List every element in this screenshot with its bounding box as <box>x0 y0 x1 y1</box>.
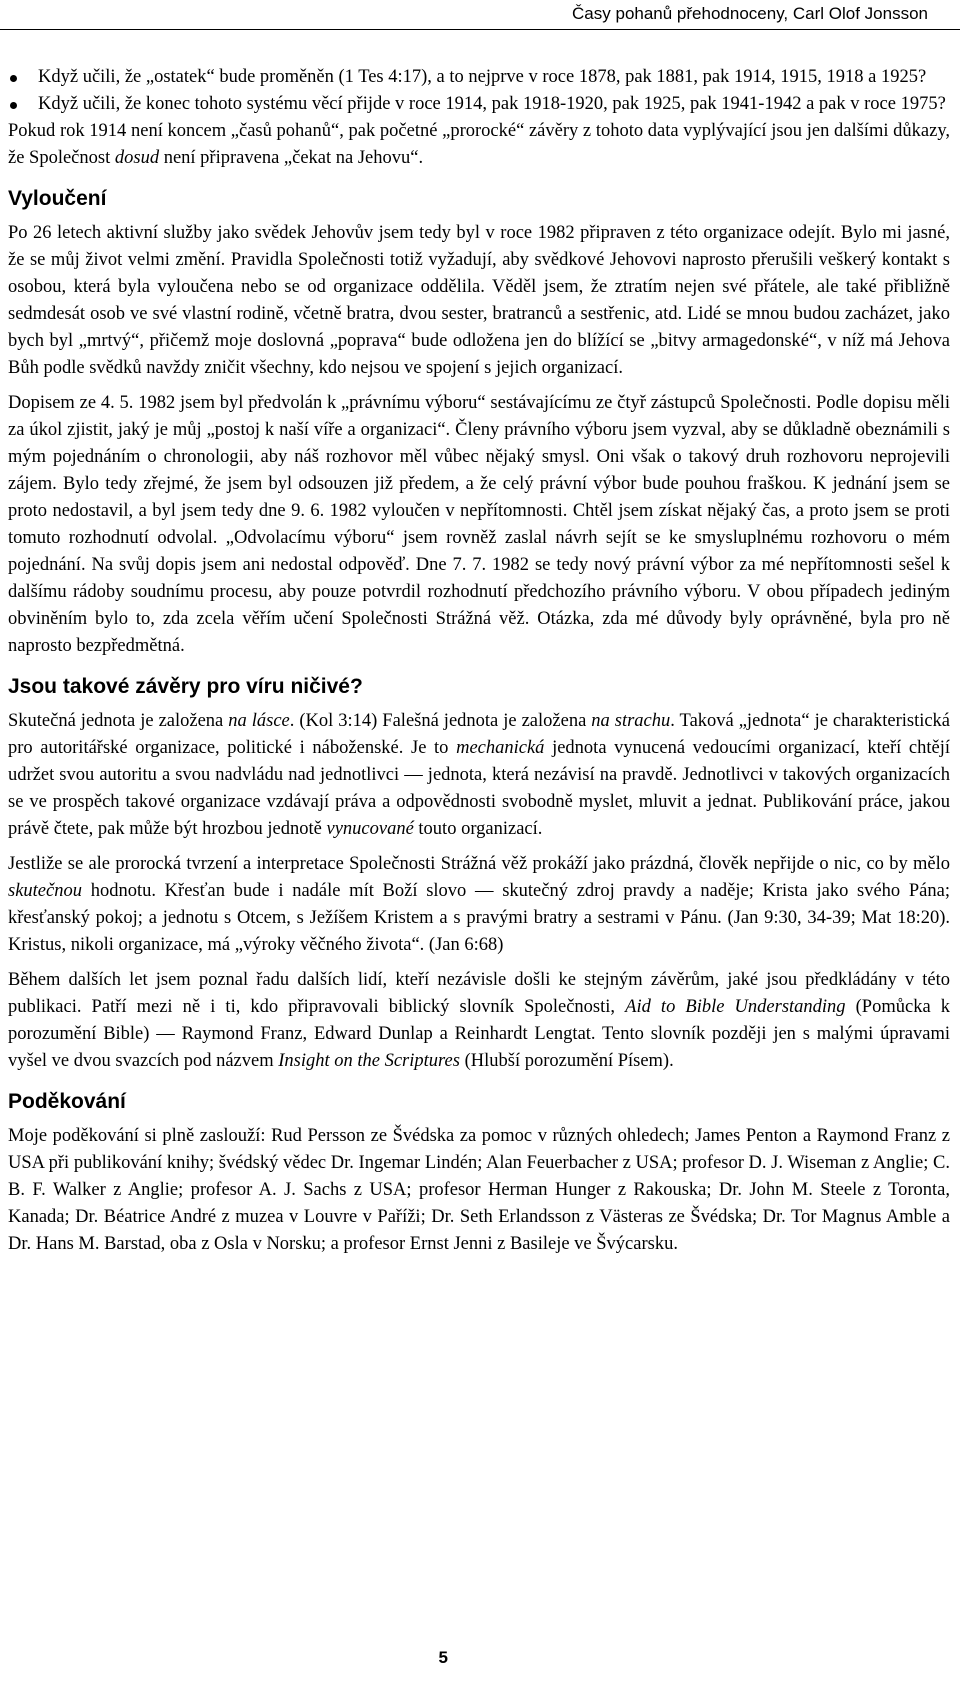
paragraph: Jestliže se ale prorocká tvrzení a interpretace Společnosti Strážná věž prokáží jako prázdná, člověk nepřijde o nic, co by mělo skutečnou hodnotu. Křesťan bude i nadále mít Boží slovo — skutečný zdroj pravdy a naděje; Krista jako svého Pána; křesťanský pokoj; a jednotu s Otcem, s Ježíšem Kristem a s pravými bratry a sestrami v Pánu. (Jan 9:30, 34-39; Mat 18:20). Kristus, nikoli organizace, má „výroky věčného života“. (Jan 6:68) <box>8 854 950 955</box>
header-rule <box>0 29 960 30</box>
paragraph: Během dalších let jsem poznal řadu dalších lidí, kteří nezávisle došli ke stejným závěrům, jaké jsou předkládány v této publikaci. Patří mezi ně i ti, kdo připravovali biblický slovník Společnosti, Aid to Bible Understanding (Pomůcka k porozumění Bible) — Raymond Franz, Edward Dunlap a Reinhardt Lengtat. Tento slovník později jen s malými úpravami vyšel ve dvou svazcích pod názvem Insight on the Scriptures (Hlubší porozumění Písem). <box>8 970 950 1071</box>
paragraph: Po 26 letech aktivní služby jako svědek Jehovův jsem tedy byl v roce 1982 připraven z této organizace odejít. Bylo mi jasné, že se můj život velmi změní. Pravidla Společnosti totiž vyžadují, aby svědkové Jehovovi naprosto přerušili veškerý kontakt s osobou, která byla vyloučena nebo se od organizace oddělila. Věděl jsem, že ztratím nejen své přátele, ale také přibližně sedmdesát osob ve své vlastní rodině, včetně bratra, dvou sester, bratranců a sestřenic, atd. Lidé se mnou budou zacházet, jako bych byl „mrtvý“, přičemž moje doslovná „poprava“ bude odložena jen do blížící se „bitvy armagedonské“, v níž má Jehova Bůh podle svědků navždy zničit všechny, kdo nejsou ve spojení s jejich organizací. <box>8 223 950 378</box>
running-header: Časy pohanů přehodnoceny, Carl Olof Jonsson <box>572 4 928 23</box>
bullet-item: Když učili, že „ostatek“ bude proměněn (1 Tes 4:17), a to nejprve v roce 1878, pak 1881, pak 1914, 1915, 1918 a 1925? <box>8 64 950 91</box>
section-heading-zavery: Jsou takové závěry pro víru ničivé? <box>8 675 363 698</box>
paragraph: Moje poděkování si plně zaslouží: Rud Persson ze Švédska za pomoc v různých ohledech; James Penton a Raymond Franz z USA při publikování knihy; švédský vědec Dr. Ingemar Lindén; Alan Feuerbacher z USA; profesor D. J. Wiseman z Anglie; C. B. F. Walker z Anglie; profesor A. J. Sachs z USA; profesor Herman Hunger z Rakouska; Dr. John M. Steele z Toronta, Kanada; Dr. Béatrice André z muzea v Louvre v Paříži; Dr. Seth Erlandsson z Västeras ze Švédska; Dr. Tor Magnus Amble a Dr. Hans M. Barstad, oba z Osla v Norsku; a profesor Ernst Jenni z Basileje ve Švýcarsku. <box>8 1126 950 1254</box>
bullet-list <box>8 64 950 118</box>
page-number: 5 <box>438 1648 448 1667</box>
paragraph: Skutečná jednota je založena na lásce. (Kol 3:14) Falešná jednota je založena na strachu. Taková „jednota“ je charakteristická pro autoritářské organizace, politické i náboženské. Je to mechanická jednota vynucená vedoucími organizací, kteří chtějí udržet svou autoritu a svou nadvládu nad jednotlivci — jednota, která nezávisí na pravdě. Jednotlivci v takových organizacích se ve prospěch takové organizace vzdávají práva a odpovědnosti svobodně myslet, mluvit a jednat. Publikování práce, jakou právě čtete, pak může být hrozbou jednotě vynucované touto organizací. <box>8 711 951 839</box>
section-heading-vylouceni: Vyloučení <box>8 187 107 210</box>
section-heading-podekovani: Poděkování <box>8 1090 126 1113</box>
bullet-item: Když učili, že konec tohoto systému věcí přijde v roce 1914, pak 1918-1920, pak 1925, pak 1941-1942 a pak v roce 1975? <box>8 91 950 118</box>
page-content <box>8 64 950 1266</box>
paragraph: Dopisem ze 4. 5. 1982 jsem byl předvolán k „právnímu výboru“ sestávajícímu ze čtyř zástupců Společnosti. Podle dopisu měli za úkol zjistit, jaký je můj „postoj k naší víře a organizaci“. Členy právního výboru jsem vyzval, aby se důkladně obeznámili s mým pojednáním o chronologii, aby náš rozhovor měl vůbec nějaký smysl. Oni však o takový druh rozhovoru neprojevili zájem. Bylo tedy zřejmé, že jsem byl odsouzen již předem, a že celý právní výbor bude pouhou fraškou. K jednání jsem se proto nedostavil, a byl jsem tedy dne 9. 6. 1982 vyloučen v nepřítomnosti. Chtěl jsem získat nějaký čas, a proto jsem se proti tomuto rozhodnutí odvolal. „Odvolacímu výboru“ jsem rovněž zaslal návrh sejít se ke smysluplnému rozhovoru o mém pojednání. Na svůj dopis jsem ani nedostal odpověď. Dne 7. 7. 1982 se tedy nový právní výbor za mé nepřítomnosti sešel k dalšímu rádoby soudnímu procesu, aby pouze potvrdil rozhodnutí předchozího právního výboru. V obou případech jediným obviněním bylo to, zda zcela věřím učení Společnosti Strážná věž. Otázka, zda mé důvody byly oprávněné, byla pro ně naprosto bezpředmětná. <box>8 393 950 656</box>
intro-paragraph: Pokud rok 1914 není koncem „časů pohanů“, pak početné „prorocké“ závěry z tohoto data vyplývající jsou jen dalšími důkazy, že Společnost dosud není připravena „čekat na Jehovu“. <box>8 121 950 168</box>
